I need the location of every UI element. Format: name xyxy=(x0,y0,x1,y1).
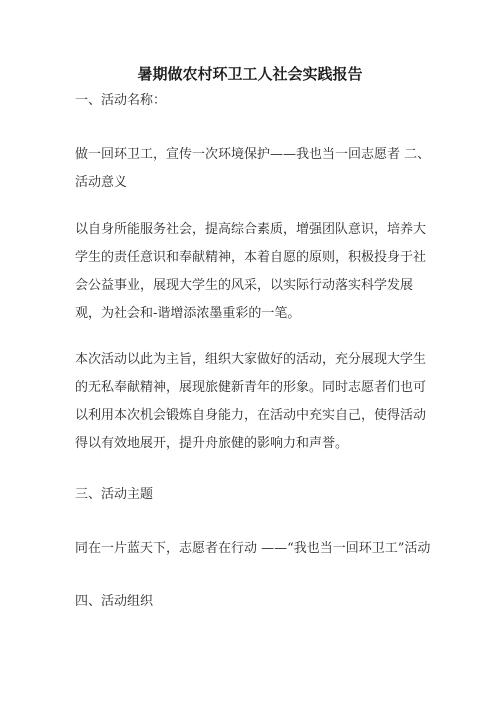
document-title: 暑期做农村环卫工人社会实践报告 xyxy=(137,65,363,83)
paragraph-activity-theme: 同在一片蓝天下，志愿者在行动 ——“我也当一回环卫工”活动 xyxy=(75,541,431,556)
section-heading-activity-name: 一、活动名称： xyxy=(75,93,167,108)
paragraph-activity-name: 做一回环卫工，宣传一次环境保护——我也当一回志愿者 二、活动意义 xyxy=(75,147,431,190)
paragraph-activity-purpose: 本次活动以此为主旨，组织大家做好的活动，充分展现大学生的无私奉献精神，展现旅健新青年的形象。同时志愿者们也可以利用本次机会锻炼自身能力，在活动中充实自己，使得活动得以有效地展开，提升舟旅健的影响力和声誉。 xyxy=(75,352,427,451)
paragraph-activity-significance: 以自身所能服务社会，提高综合素质，增强团队意识，培养大学生的责任意识和奉献精神，本着自愿的原则，积极投身于社会公益事业，展现大学生的风采，以实际行动落实科学发展观，为社会和-谐增添浓墨重彩的一笔。 xyxy=(75,222,427,321)
section-heading-activity-organization: 四、活动组织 xyxy=(75,594,154,609)
section-heading-activity-theme: 三、活动主题 xyxy=(75,487,154,502)
